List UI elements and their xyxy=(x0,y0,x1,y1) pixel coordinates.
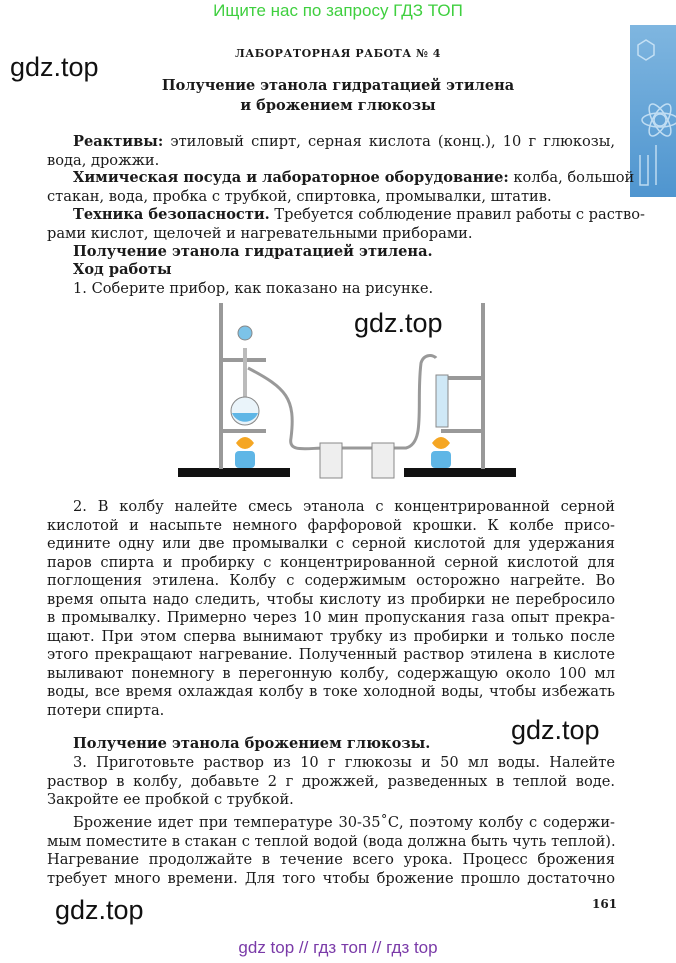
watermark: gdz.top xyxy=(10,52,99,82)
line-text: стакан, вода, пробка с трубкой, спиртовка, промывалки, штатив. xyxy=(47,187,552,205)
text-line xyxy=(47,225,615,243)
text-line xyxy=(73,735,615,753)
text-line xyxy=(47,646,615,664)
line-text: потери спирта. xyxy=(47,701,165,719)
line-text: 3. Приготовьте раствор из 10 г глюкозы и 50 мл воды. Налейте xyxy=(73,754,615,771)
bold-lead: Химическая посуда и лабораторное оборудование: xyxy=(73,169,509,186)
line-text: Требуется соблюдение правил работы с раство- xyxy=(269,206,645,223)
heading-line: и брожением глюкозы xyxy=(240,97,436,114)
text-line xyxy=(47,535,615,553)
line-text: раствор в колбу, добавьте 2 г дрожжей, разведенных в теплой воде. xyxy=(47,772,615,790)
watermark: gdz.top xyxy=(55,895,144,925)
text-line xyxy=(47,773,615,791)
text-line xyxy=(73,280,615,298)
bold-lead: Ход работы xyxy=(73,261,172,278)
search-banner[interactable]: Ищите нас по запросу ГДЗ ТОП xyxy=(213,1,463,20)
line-text: Нагревание продолжайте в течение всего урока. Процесс брожения xyxy=(47,851,615,868)
heading-line: Получение этанола гидратацией этилена xyxy=(161,77,515,94)
left-stand xyxy=(178,303,290,477)
text-line xyxy=(47,152,615,170)
line-text: кислотой и насыпьте немного фарфоровой крошки. К колбе присо- xyxy=(47,516,615,534)
text-line xyxy=(47,665,615,683)
text-line xyxy=(73,133,615,151)
line-text: щают. При этом сперва вынимают трубку из пробирки и только после xyxy=(47,627,615,645)
footer-links[interactable]: gdz top // гдз топ // гдз top xyxy=(238,938,438,957)
line-text: этого прекращают нагревание. Полученный раствор этилена в кислоте xyxy=(47,646,615,663)
text-line xyxy=(47,628,615,646)
line-text: мым поместите в стакан с теплой водой (вода должна быть чуть теплой). xyxy=(47,832,616,850)
text-line xyxy=(73,206,645,224)
line-text: выливают понемногу в перегонную колбу, содержащую около 100 мл xyxy=(47,664,615,682)
text-line xyxy=(47,683,615,701)
text-line xyxy=(47,609,615,627)
line-text: 1. Соберите прибор, как показано на рисунке. xyxy=(73,280,434,297)
line-text: Закройте ее пробкой с трубкой. xyxy=(47,791,294,808)
line-text: требует много времени. Для того чтобы брожение прошло достаточно xyxy=(47,869,615,887)
text-line xyxy=(73,243,615,261)
line-text: вода, дрожжи. xyxy=(47,151,160,169)
line-text: рами кислот, щелочей и нагревательными приборами. xyxy=(47,224,473,242)
text-line xyxy=(73,814,615,832)
line-text: этиловый спирт, серная кислота (конц.), 10 г глюкозы, xyxy=(163,133,615,150)
text-line xyxy=(47,188,615,206)
bold-lead: Получение этанола гидратацией этилена. xyxy=(73,243,433,260)
text-line xyxy=(47,517,615,535)
text-line xyxy=(73,754,615,772)
watermark: gdz.top xyxy=(511,715,600,745)
bold-lead: Получение этанола брожением глюкозы. xyxy=(73,735,431,752)
bold-lead: Реактивы: xyxy=(73,133,164,150)
line-text: едините одну или две промывалки с серной кислотой для удержания xyxy=(47,535,615,552)
text-line xyxy=(47,702,615,720)
line-text: Брожение идет при температуре 30-35˚С, поэтому колбу с содержи- xyxy=(73,814,615,831)
lab-title: ЛАБОРАТОРНАЯ РАБОТА № 4 xyxy=(235,47,441,60)
text-line xyxy=(47,851,615,869)
line-text: колба, большой xyxy=(508,169,635,186)
line-text: воды, все время охлаждая колбу в токе холодной воды, чтобы избежать xyxy=(47,683,615,700)
text-line xyxy=(47,572,615,590)
line-text: 2. В колбу налейте смесь этанола с концентрированной серной xyxy=(73,498,615,515)
page-number: 161 xyxy=(592,897,618,911)
watermark: gdz.top xyxy=(354,308,443,338)
line-text: в промывалку. Примерно через 10 мин пропускания газа опыт прекра- xyxy=(47,609,615,626)
text-line xyxy=(47,791,615,809)
text-line xyxy=(73,261,615,279)
line-text: время опыта надо следить, чтобы кислоту из пробирки не перебросило xyxy=(47,590,615,608)
text-line xyxy=(47,833,615,851)
text-line xyxy=(47,870,615,888)
line-text: паров спирта и пробирку с концентрированной серной кислотой для xyxy=(47,553,615,571)
text-line xyxy=(47,554,615,572)
text-line xyxy=(73,498,615,516)
bold-lead: Техника безопасности. xyxy=(73,206,270,223)
lab-apparatus-figure xyxy=(176,303,516,480)
line-text: поглощения этилена. Колбу с содержимым осторожно нагрейте. Во xyxy=(47,572,615,589)
text-line xyxy=(73,169,635,187)
text-line xyxy=(47,591,615,609)
